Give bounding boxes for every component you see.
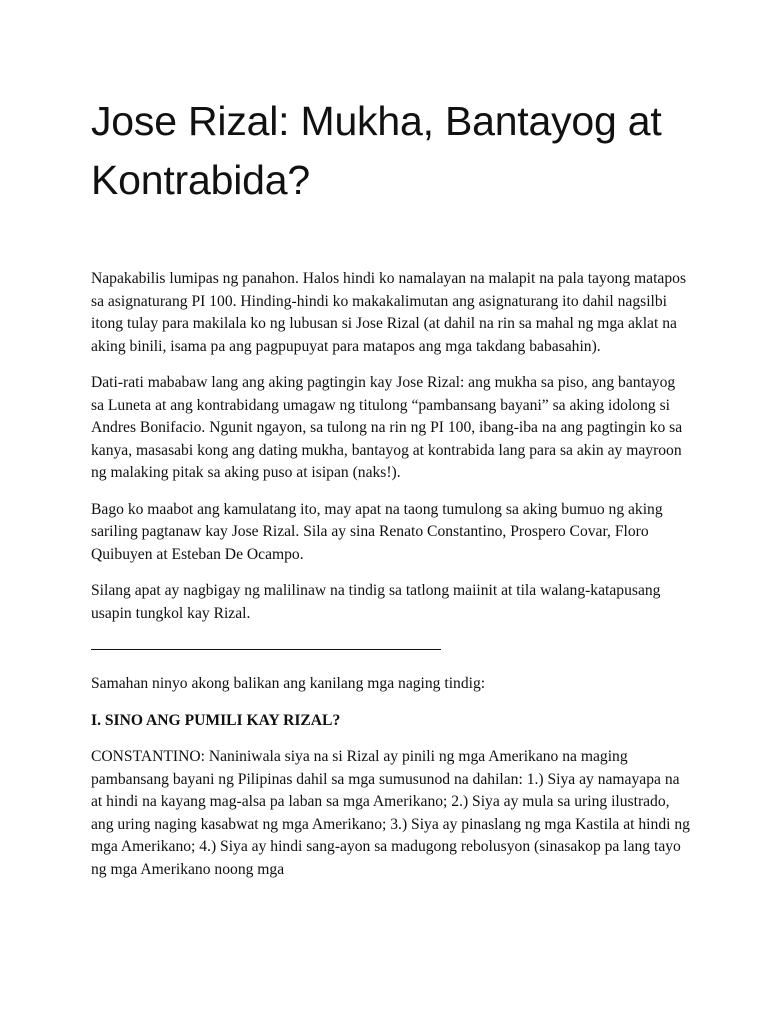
paragraph-invitation: Samahan ninyo akong balikan ang kanilang mga naging tindig:: [91, 675, 486, 692]
paragraph-three-issues: Silang apat ay nagbigay ng malilinaw na tindig sa tatlong maiinit at tila walang-katapusang usapin tungkol kay Rizal.: [91, 582, 661, 622]
document-page: [91, 92, 691, 895]
horizontal-rule: [91, 649, 441, 650]
paragraph-constantino: CONSTANTINO: Naniniwala siya na si Rizal ay pinili ng mga Amerikano na maging pambansang bayani ng Pilipinas dahil sa mga sumusunod na dahilan: 1.) Siya ay namayapa na at hindi na kayang mag-alsa pa laban sa mga Amerikano; 2.) Siya ay mula sa uring ilustrado, ang uring naging kasabwat ng mga Amerikano; 3.) Siya ay pinaslang ng mga Kastila at hindi ng mga Amerikano; 4.) Siya ay hindi sang-ayon sa madugong rebolusyon (sinasakop pa lang tayo ng mga Amerikano noong mga: [91, 748, 690, 878]
paragraph-rizal-view: Dati-rati mababaw lang ang aking pagtingin kay Jose Rizal: ang mukha sa piso, ang bantayog sa Luneta at ang kontrabidang umagaw ng titulong “pambansang bayani” sa aking idolong si Andres Bonifacio. Ngunit ngayon, sa tulong na rin ng PI 100, ibang-iba na ang pagtingin ko sa kanya, masasabi kong ang dating mukha, bantayog at kontrabida lang para sa akin ay mayroon ng malaking pitak sa aking puso at isipan (naks!).: [91, 374, 683, 481]
document-title: Jose Rizal: Mukha, Bantayog at Kontrabida?: [91, 98, 662, 203]
paragraph-four-authors: Bago ko maabot ang kamulatang ito, may apat na taong tumulong sa aking bumuo ng aking sariling pagtanaw kay Jose Rizal. Sila ay sina Renato Constantino, Prospero Covar, Floro Quibuyen at Esteban De Ocampo.: [91, 500, 663, 563]
paragraph-intro: Napakabilis lumipas ng panahon. Halos hindi ko namalayan na malapit na pala tayong matapos sa asignaturang PI 100. Hinding-hindi ko makakalimutan ang asignaturang ito dahil nagsilbi itong tulay para makilala ko ng lubusan si Jose Rizal (at dahil na rin sa mahal ng mga aklat na aking binili, isama pa ang pagpupuyat para matapos ang mga takdang babasahin).: [91, 270, 687, 355]
section-heading: I. SINO ANG PUMILI KAY RIZAL?: [91, 711, 341, 729]
